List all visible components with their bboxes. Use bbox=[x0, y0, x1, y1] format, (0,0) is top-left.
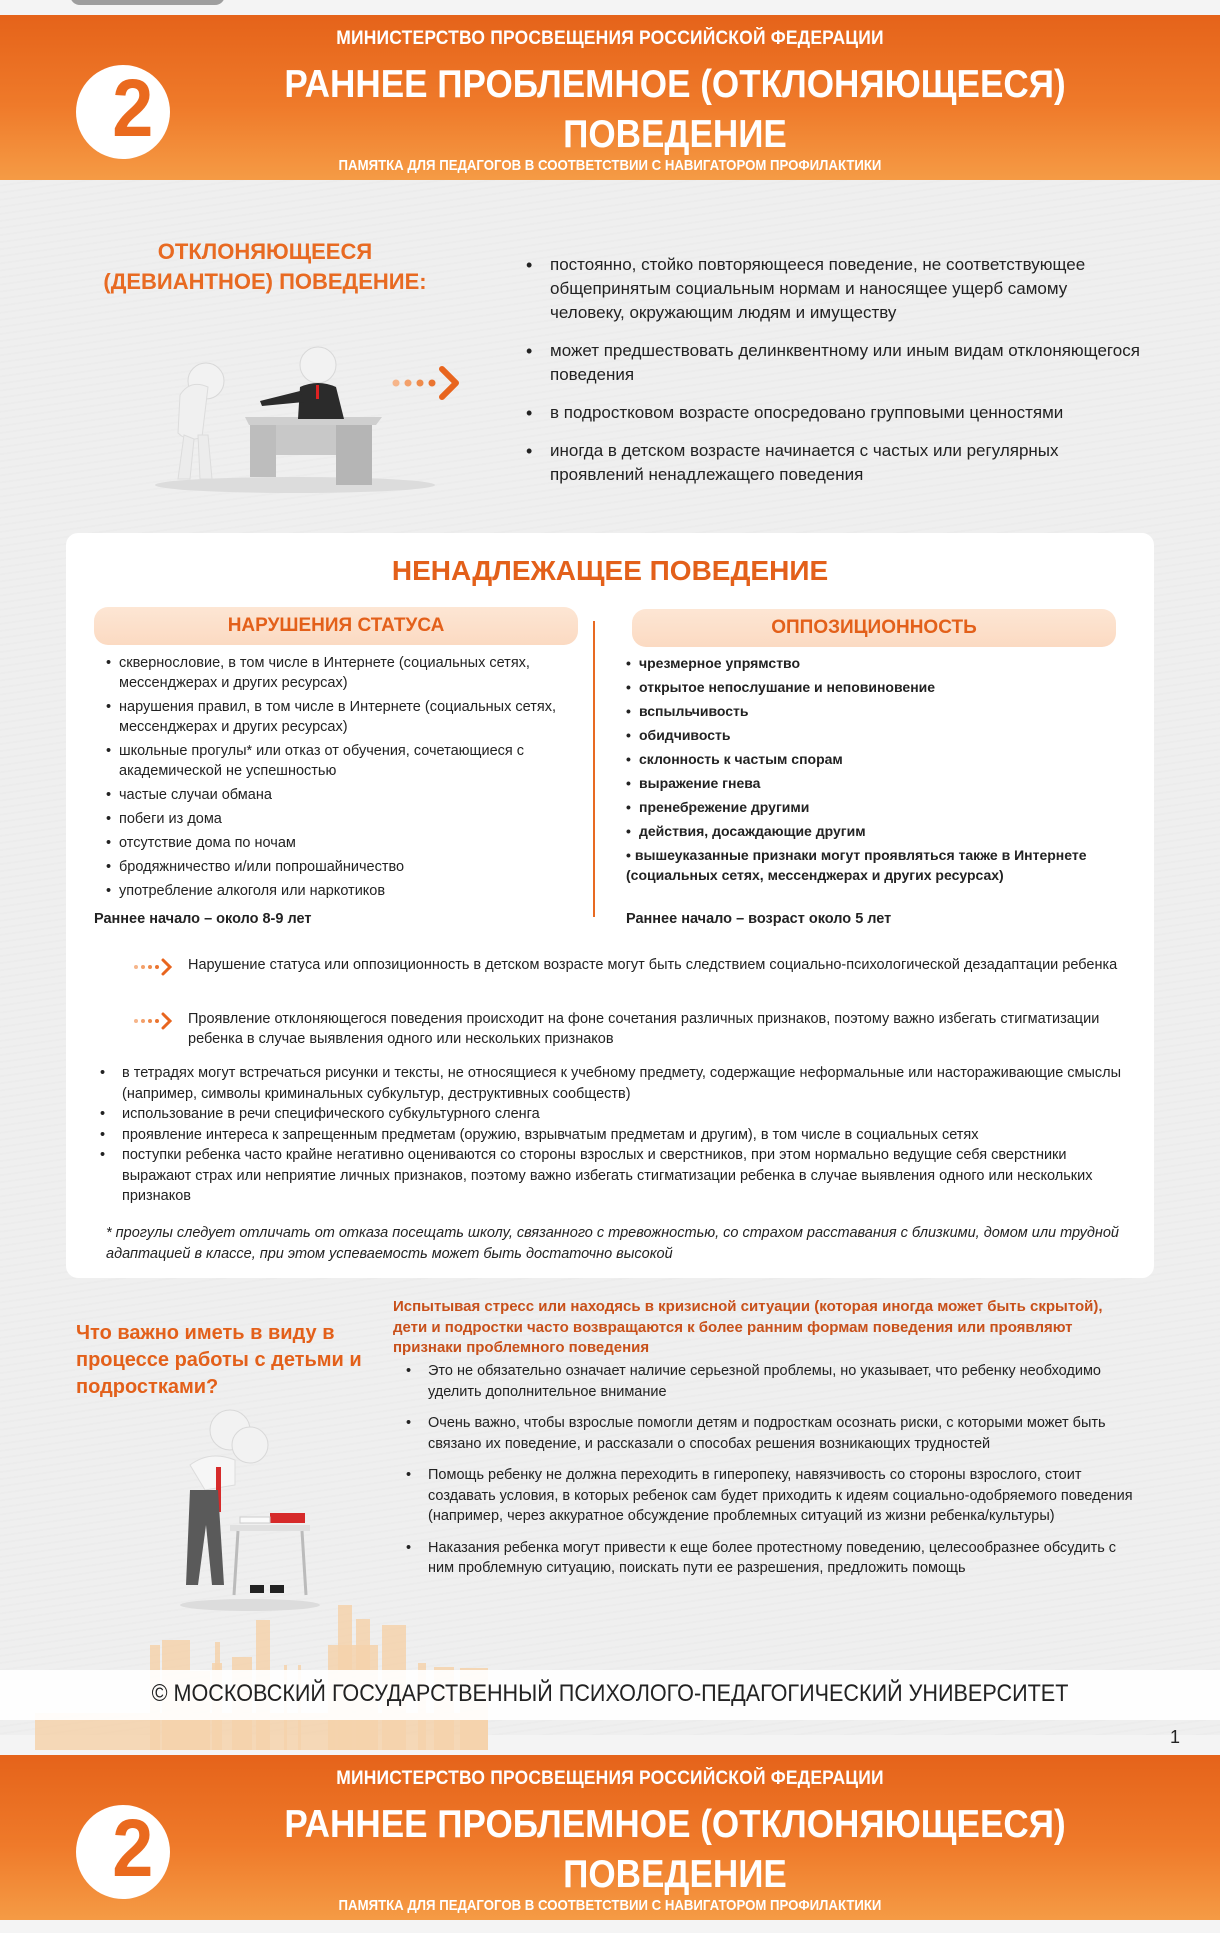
ministry-label: МИНИСТЕРСТВО ПРОСВЕЩЕНИЯ РОССИЙСКОЙ ФЕДЕРАЦИИ bbox=[336, 28, 884, 49]
column-divider bbox=[593, 621, 595, 917]
list-item: • в тетрадях могут встречаться рисунки и тексты, не относящиеся к учебному предмету, содержащие неформальные или настораживающие смыслы (например, символы криминальных субкультур, деструктивных сообществ) bbox=[96, 1063, 1136, 1104]
opposition-heading: ОППОЗИЦИОННОСТЬ bbox=[632, 609, 1116, 647]
list-item: • иногда в детском возрасте начинается с частых или регулярных проявлений ненадлежащего поведения bbox=[522, 439, 1142, 487]
list-item: • бродяжничество и/или попрошайничество bbox=[106, 857, 586, 877]
note-text: Проявление отклоняющегося поведения происходит на фоне сочетания различных признаков, поэтому важно избегать стигматизации ребенка в случае выявления одного или нескольких признаков bbox=[188, 1011, 1100, 1047]
scroll-indicator bbox=[70, 0, 225, 5]
stress-lead-text: Испытывая стресс или находясь в кризисной ситуации (которая иногда может быть скрытой), дети и подростки часто возвращаются к более ранним формам поведения или проявляют признаки проблемного поведения bbox=[393, 1298, 1103, 1356]
page-title-line1: РАННЕЕ ПРОБЛЕМНОЕ (ОТКЛОНЯЮЩЕЕСЯ) bbox=[284, 1803, 1066, 1846]
list-item: • использование в речи специфического субкультурного сленга bbox=[96, 1104, 1136, 1125]
page-title-line1: РАННЕЕ ПРОБЛЕМНОЕ (ОТКЛОНЯЮЩЕЕСЯ) bbox=[284, 63, 1066, 106]
note-item bbox=[132, 955, 1122, 975]
list-item: • проявление интереса к запрещенным предметам (оружию, взрывчатым предметам и другим), в том числе в социальных сетях bbox=[96, 1125, 1136, 1146]
status-violations-list bbox=[106, 653, 586, 905]
list-item: • употребление алкоголя или наркотиков bbox=[106, 881, 586, 901]
list-item: • Наказания ребенка могут привести к еще более протестному поведению, целесообразнее обсудить с ним проблемную ситуацию, поискать пути ее разрешения, предложить помощь bbox=[400, 1538, 1140, 1579]
opposition-early-onset: Раннее начало – возраст около 5 лет bbox=[626, 911, 892, 927]
list-item: • чрезмерное упрямство bbox=[626, 653, 1146, 673]
list-item: • Помощь ребенку не должна переходить в гиперопеку, навязчивость со стороны взрослого, стоит создавать условия, в которых ребенок сам будет приходить к идеям социально-одобряемого поведения (например, через аккуратное обсуждение проблемных ситуаций из жизни ребенка/культуры) bbox=[400, 1465, 1140, 1527]
note-text: Нарушение статуса или оппозиционность в детском возрасте могут быть следствием социально-психологической дезадаптации ребенка bbox=[188, 957, 1118, 973]
list-item: • выражение гнева bbox=[626, 773, 1146, 793]
ministry-label: МИНИСТЕРСТВО ПРОСВЕЩЕНИЯ РОССИЙСКОЙ ФЕДЕРАЦИИ bbox=[336, 1768, 884, 1789]
advice-list bbox=[400, 1361, 1140, 1590]
list-item: • отсутствие дома по ночам bbox=[106, 833, 586, 853]
list-item: • Это не обязательно означает наличие серьезной проблемы, но указывает, что ребенку необходимо уделить дополнительное внимание bbox=[400, 1361, 1140, 1402]
section-number-badge bbox=[76, 65, 170, 159]
improper-behavior-title: НЕНАДЛЕЖАЩЕЕ ПОВЕДЕНИЕ bbox=[391, 555, 829, 586]
list-item: • частые случаи обмана bbox=[106, 785, 586, 805]
advice-question-title: Что важно иметь в виду в процессе работы с детьми и подростками? bbox=[76, 1322, 362, 1398]
list-item: • постоянно, стойко повторяющееся поведение, не соответствующее общепринятым социальным нормам и наносящее ущерб самому человеку, окружающим людям и имуществу bbox=[522, 253, 1142, 325]
list-item: • побеги из дома bbox=[106, 809, 586, 829]
list-item: • может предшествовать делинквентному или иным видам отклоняющегося поведения bbox=[522, 339, 1142, 387]
list-item: • обидчивость bbox=[626, 725, 1146, 745]
list-item: • сквернословие, в том числе в Интернете (социальных сетях, мессенджерах и других ресурсах) bbox=[106, 653, 586, 693]
dotted-arrow-right-icon bbox=[132, 957, 176, 977]
section-number: 2 bbox=[112, 1803, 154, 1894]
section-number-badge bbox=[76, 1805, 170, 1899]
improper-behavior-card bbox=[66, 533, 1154, 1278]
dotted-arrow-right-icon bbox=[390, 363, 470, 403]
page-subtitle: ПАМЯТКА ДЛЯ ПЕДАГОГОВ В СООТВЕТСТВИИ С НАВИГАТОРОМ ПРОФИЛАКТИКИ bbox=[338, 1897, 882, 1914]
list-item: • в подростковом возрасте опосредовано групповыми ценностями bbox=[522, 401, 1142, 425]
next-page-header-banner bbox=[0, 1755, 1220, 1920]
deviant-behavior-definition-list bbox=[522, 253, 1142, 501]
deviant-behavior-title: ОТКЛОНЯЮЩЕЕСЯ (ДЕВИАНТНОЕ) ПОВЕДЕНИЕ: bbox=[103, 239, 427, 294]
dotted-arrow-right-icon bbox=[132, 1011, 176, 1031]
list-item: • нарушения правил, в том числе в Интернете (социальных сетях, мессенджерах и других ресурсах) bbox=[106, 697, 586, 737]
list-item: • поступки ребенка часто крайне негативно оцениваются со стороны взрослых и сверстников, при этом нормально ведущие себя сверстники выражают страх или неприятие личных признаков, поэтому важно избегать стигматизации ребенка в случае выявления одного или нескольких признаков bbox=[96, 1145, 1136, 1207]
page-number: 1 bbox=[1170, 1727, 1181, 1747]
list-item: • вышеуказанные признаки могут проявляться также в Интернете (социальных сетях, мессенджерах и других ресурсах) bbox=[626, 845, 1146, 885]
copyright-text: © МОСКОВСКИЙ ГОСУДАРСТВЕННЫЙ ПСИХОЛОГО-ПЕДАГОГИЧЕСКИЙ УНИВЕРСИТЕТ bbox=[151, 1680, 1069, 1707]
truancy-footnote: * прогулы следует отличать от отказа посещать школу, связанного с тревожностью, со страхом расставания с близкими, домом или трудной адаптацией в классе, при этом успеваемость может быть достаточно высокой bbox=[106, 1225, 1119, 1262]
list-item: • школьные прогулы* или отказ от обучения, сочетающиеся с академической не успешностью bbox=[106, 741, 586, 781]
warning-signs-list bbox=[96, 1063, 1136, 1207]
page-1 bbox=[0, 15, 1220, 1747]
page-title-line2: ПОВЕДЕНИЕ bbox=[563, 113, 787, 156]
opposition-list bbox=[626, 653, 1146, 889]
list-item: • склонность к частым спорам bbox=[626, 749, 1146, 769]
status-violations-heading: НАРУШЕНИЯ СТАТУСА bbox=[94, 607, 578, 645]
list-item: • открытое непослушание и неповиновение bbox=[626, 677, 1146, 697]
list-item: • Очень важно, чтобы взрослые помогли детям и подросткам осознать риски, с которыми может быть связано их поведение, и рассказали о способах решения возникающих трудностей bbox=[400, 1413, 1140, 1454]
status-violations-early-onset: Раннее начало – около 8-9 лет bbox=[94, 911, 312, 927]
section-number: 2 bbox=[112, 63, 154, 154]
list-item: • действия, досаждающие другим bbox=[626, 821, 1146, 841]
page-subtitle: ПАМЯТКА ДЛЯ ПЕДАГОГОВ В СООТВЕТСТВИИ С НАВИГАТОРОМ ПРОФИЛАКТИКИ bbox=[338, 157, 882, 174]
adult-helping-student-illustration bbox=[170, 1405, 320, 1615]
note-item bbox=[132, 1009, 1122, 1049]
header-banner bbox=[0, 15, 1220, 180]
page-title-line2: ПОВЕДЕНИЕ bbox=[563, 1853, 787, 1896]
teacher-scolding-illustration bbox=[150, 325, 440, 495]
list-item: • вспыльчивость bbox=[626, 701, 1146, 721]
list-item: • пренебрежение другими bbox=[626, 797, 1146, 817]
